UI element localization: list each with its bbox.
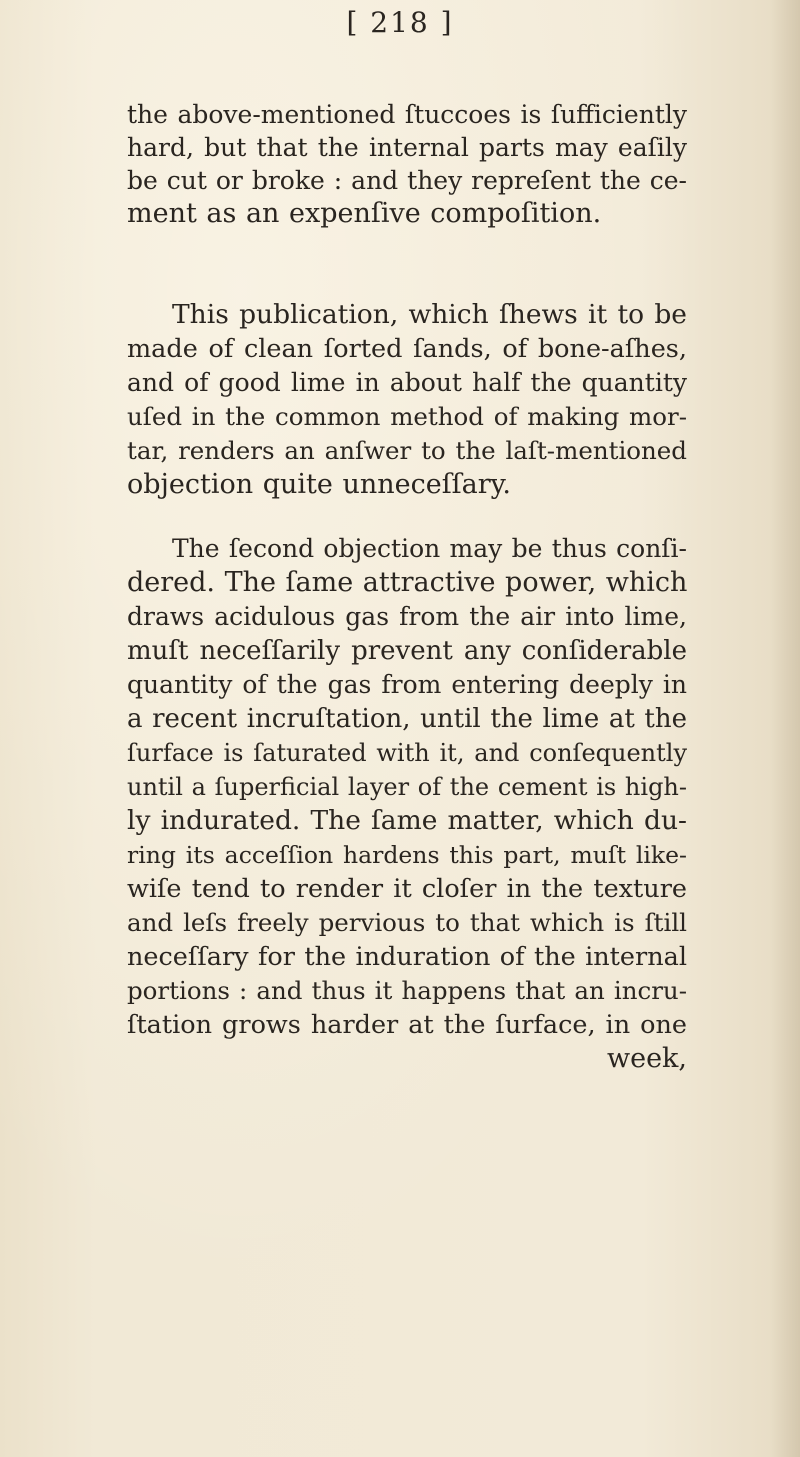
paragraph-3 [127, 532, 687, 1076]
text-line: ſurface is ſaturated with it, and conſequently [127, 739, 687, 767]
page-edge-shadow [770, 0, 800, 1457]
text-line: quantity of the gas from entering deeply in [127, 670, 687, 699]
text-line: the above-mentioned ſtuccoes is ſufficiently [127, 100, 687, 129]
text-line: ſtation grows harder at the ſurface, in one [127, 1010, 687, 1040]
text-line: tar, renders an anſwer to the laſt-mentioned [127, 436, 687, 465]
text-line: and of good lime in about half the quantity [127, 368, 687, 397]
text-line: uſed in the common method of making mor- [127, 402, 687, 431]
text-line: and leſs freely pervious to that which is ſtill [127, 908, 687, 937]
text-line: ring its acceſſion hardens this part, muſt like- [127, 841, 687, 869]
catchword: week, [606, 1043, 687, 1074]
text-line: hard, but that the internal parts may eaſily [127, 133, 687, 162]
text-line: ly indurated. The ſame matter, which du- [127, 805, 687, 836]
text-line: muſt neceſſarily prevent any conſiderable [127, 636, 687, 666]
text-line: ment as an expenſive compoſition. [127, 198, 602, 229]
text-line: be cut or broke : and they repreſent the ce- [127, 166, 687, 195]
text-line: draws acidulous gas from the air into lime, [127, 602, 687, 631]
text-line: neceſſary for the induration of the internal [127, 942, 687, 972]
paragraph-1 [127, 98, 687, 230]
text-line: a recent incruſtation, until the lime at the [127, 704, 687, 734]
text-line: until a ſuperficial layer of the cement is high- [127, 773, 687, 801]
text-line: portions : and thus it happens that an incru- [127, 976, 687, 1005]
text-line: wiſe tend to render it cloſer in the texture [127, 874, 687, 904]
text-line: objection quite unneceſſary. [127, 469, 511, 500]
text-line: made of clean ſorted ſands, of bone-aſhes, [127, 334, 687, 364]
text-line: The ſecond objection may be thus conſi- [172, 534, 687, 563]
text-line: This publication, which ſhews it to be [172, 299, 687, 330]
page-number: [ 218 ] [346, 6, 454, 39]
paragraph-2 [127, 298, 687, 502]
text-line: dered. The ſame attractive power, which [127, 567, 688, 598]
